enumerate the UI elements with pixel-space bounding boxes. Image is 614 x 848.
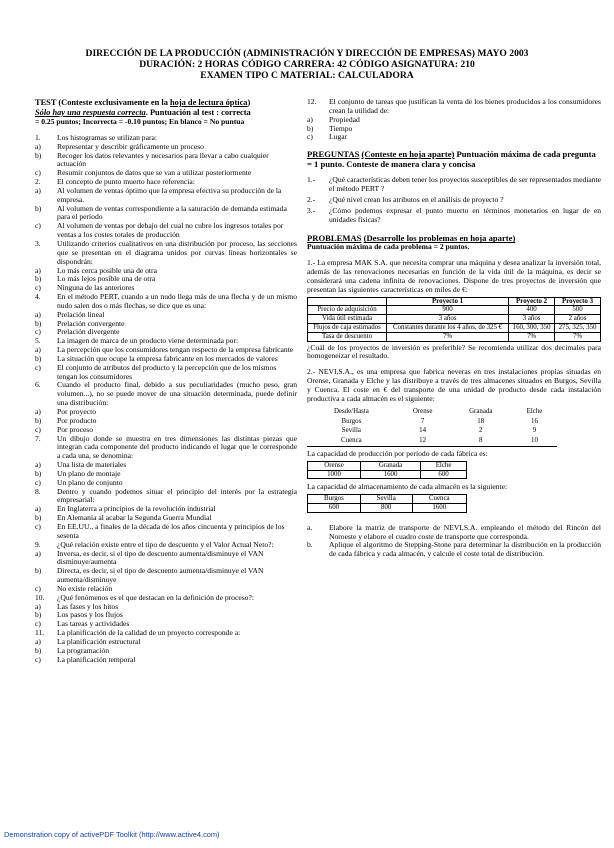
table-row: [307, 436, 557, 446]
option-letter: b): [35, 513, 42, 523]
table-header-cell: Sevilla: [360, 495, 412, 504]
option-letter: a): [35, 548, 41, 558]
question-number: 12.: [307, 97, 317, 106]
pregunta-text: ¿Cómo podemos expresar el punto muerto en términos monetarios en lugar de en unidades físicas?: [329, 205, 601, 224]
problem-1-table: [307, 297, 601, 342]
option-text: Prelación convergente: [57, 318, 125, 328]
answer-option: [35, 205, 297, 223]
table-cell: Precio de adquisición: [308, 306, 387, 315]
option-text: Lo más lejos posible una de otra: [57, 274, 156, 284]
option-letter: a): [35, 141, 41, 151]
question-text: La imagen de marca de un producto viene determinada por:: [57, 336, 239, 346]
option-text: Por proceso: [57, 424, 94, 434]
question-12: [307, 98, 601, 142]
option-text: Prelación lineal: [57, 309, 105, 319]
question-stem: [35, 240, 297, 267]
table-header-cell: [308, 297, 387, 306]
question-number: 11.: [35, 628, 45, 638]
answer-option: [35, 222, 297, 240]
answer-option: [35, 523, 297, 541]
table-cell: 600: [308, 503, 361, 512]
option-text: Un plano de montaje: [57, 468, 121, 478]
table-cell: 400: [509, 306, 555, 315]
option-text: Representar y describir gráficamente un proceso: [57, 141, 204, 151]
option-letter: c): [35, 424, 41, 434]
option-text: Lugar: [329, 132, 348, 142]
option-text: Al volumen de ventas por debajo del cual no cubre los ingresos totales por ventas a los costes totales de producción: [57, 221, 284, 240]
option-letter: c): [35, 362, 41, 372]
table-cell: 2 años: [555, 315, 601, 324]
problem-1-text: 1.- La empresa MAK S.A. que necesita comprar una máquina y desea analizar la inversión total, además de las renovaciones necesarias en función de la vida útil de la máquina, es decir se considerará una cadena infinita de renovaciones. Dispone de tres proyectos de inversión que presentan las siguientes características en miles de €:: [307, 258, 601, 294]
option-text: Por producto: [57, 415, 97, 425]
table-cell: 10: [512, 436, 557, 446]
table-cell: 8: [450, 436, 513, 446]
option-text: En Alemania al acabar la Segunda Guerra Mundial: [57, 513, 212, 523]
option-letter: c): [35, 283, 41, 293]
option-letter: a): [35, 345, 41, 355]
option-text: Prelación divergente: [57, 327, 120, 337]
option-text: Ninguna de las anteriores: [57, 283, 135, 293]
answer-option: [35, 152, 297, 170]
option-text: Inversa, es decir, si el tipo de descuento aumenta/disminuye el VAN disminuye/aumenta: [57, 548, 264, 567]
table-header-cell: Burgos: [308, 495, 361, 504]
answer-option: [35, 187, 297, 205]
option-text: Propiedad: [329, 114, 360, 124]
question-stem: [35, 435, 297, 462]
left-column: [35, 98, 297, 664]
table-cell: Vida útil estimada: [308, 315, 387, 324]
table-header-row: [308, 461, 467, 470]
transport-cost-table: [307, 407, 557, 447]
pregunta-number: 2.-: [307, 194, 316, 204]
table-row: [308, 503, 467, 512]
table-row: [308, 470, 467, 479]
table-header-row: [308, 297, 601, 306]
question-number: 4.: [35, 292, 41, 302]
option-letter: c): [35, 654, 41, 664]
option-text: Lo más cerca posible una de otra: [57, 265, 157, 275]
table-header-row: [307, 407, 557, 417]
option-letter: c): [35, 477, 41, 487]
option-letter: b): [35, 415, 42, 425]
option-letter: c): [35, 327, 41, 337]
option-text: El conjunto de atributos del producto y la percepción que de los mismos tengan los consumidores: [57, 362, 277, 381]
option-letter: a): [35, 504, 41, 514]
option-text: Al volumen de ventas óptimo que la empresa efectiva su producción de la empresa.: [57, 185, 282, 204]
option-text: Los pasos y los flujos: [57, 610, 123, 620]
table-row: [307, 417, 557, 427]
table-cell: 1600: [412, 503, 466, 512]
question-number: 9.: [35, 539, 41, 549]
option-text: Una lista de materiales: [57, 460, 127, 470]
table-cell: 18: [477, 417, 485, 425]
option-text: La planificación estructural: [57, 636, 141, 646]
capacity-label: La capacidad de producción por período de cada fábrica es:: [307, 448, 488, 458]
table-header-cell: Proyecto 2: [509, 297, 555, 306]
pregunta-number: 1.-: [307, 175, 316, 185]
question-text: ¿Qué relación existe entre el tipo de descuento y el Valor Actual Neto?:: [57, 539, 274, 549]
answer-option: [35, 364, 297, 382]
table-header-cell: Elche: [421, 461, 467, 470]
table-header-cell: Granada: [469, 407, 493, 415]
question-text: Un dibujo donde se muestra en tres dimensiones las distintas piezas que integran cada componente del producto indicando el lugar que le corresponde a cada una, se denomina:: [57, 433, 297, 461]
preguntas-list: [307, 176, 601, 224]
option-letter: a): [35, 309, 41, 319]
option-text: Tiempo: [329, 123, 353, 133]
question-text: Cuando el producto final, debido a sus peculiaridades (mucho peso, gran volumen...), no se puede mover de una situación determinada, puede definir una distribución:: [57, 380, 297, 408]
test-instructions: Sólo hay una respuesta correcta. Puntuación al test : correcta: [35, 108, 251, 117]
table-cell: 1600: [361, 470, 421, 479]
option-letter: c): [35, 521, 41, 531]
preguntas-title: PREGUNTAS (Conteste en hoja aparte) Puntuación máxima de cada pregunta = 1 punto. Conteste de manera clara y concisa: [307, 149, 596, 170]
option-letter: b): [35, 468, 42, 478]
task-text: Aplique el algoritmo de Stepping-Stone para determinar la distribución en la producción de cada fábrica y cada almacén, y calcule el coste total de distribución.: [329, 540, 601, 559]
table-cell: 600: [421, 470, 467, 479]
table-cell: 9: [532, 427, 537, 435]
option-letter: a): [307, 114, 313, 124]
task-item: [307, 541, 601, 559]
table-header-cell: Desde/Hasta: [333, 407, 369, 415]
table-cell: 800: [360, 503, 412, 512]
option-letter: a): [35, 636, 41, 646]
table-cell: 16: [531, 417, 538, 425]
option-letter: c): [35, 168, 41, 178]
pregunta-text: ¿Qué características deben tener los proyectos susceptibles de ser representados mediante el método PERT ?: [329, 175, 601, 194]
table-cell: Sevilla: [341, 427, 361, 435]
problem-1-question: ¿Cuál de los proyectos de inversión es preferible? Se recomienda utilizar dos decimales para homogeneizar el resultado.: [307, 342, 601, 361]
option-text: Por proyecto: [57, 407, 97, 416]
option-text: La situación que ocupe la empresa fabricante en los mercados de valores: [57, 353, 278, 363]
question-stem: [35, 293, 297, 311]
table-cell: 3 años: [387, 315, 509, 324]
option-text: Directa, es decir, si el tipo de descuento aumenta/disminuye el VAN aumenta/disminuye: [57, 566, 264, 585]
table-cell: Cuenca: [307, 436, 396, 446]
question-text: Los histogramas se utilizan para:: [57, 132, 157, 142]
task-item: [307, 524, 601, 542]
capacity-table: [307, 461, 467, 480]
option-letter: c): [307, 132, 313, 142]
table-cell: 7: [420, 417, 425, 425]
table-header-cell: Granada: [361, 461, 421, 470]
option-letter: b): [35, 353, 42, 363]
answer-option: [307, 125, 601, 134]
option-letter: a): [35, 601, 41, 611]
question-text: Dentro y cuando podemos situar el principio del interés por la estrategia empresarial:: [57, 486, 297, 505]
option-text: La percepción que los consumidores tengan respecto de la empresa fabricante: [57, 345, 294, 355]
exam-title: DIRECCIÓN DE LA PRODUCCIÓN (ADMINISTRACIÓN Y DIRECCIÓN DE EMPRESAS) MAYO 2003: [85, 48, 529, 59]
table-cell: 12: [396, 436, 450, 446]
table-cell: Tasa de descuento: [308, 332, 387, 341]
table-cell: Flujos de caja estimados: [308, 324, 387, 333]
option-text: Recoger los datos relevantes y necesarios para llevar a cabo cualquier actuación: [57, 150, 269, 169]
task-text: Elabore la matriz de transporte de NEVI,S.A. empleando el método del Rincón del Noroeste y elabore el cuadro coste de transporte que corresponda.: [329, 522, 601, 541]
question-list: [35, 134, 297, 665]
table-cell: 14: [419, 427, 427, 435]
question-text: El conjunto de tareas que justifican la venta de los bienes producidos a los consumidores crean la utilidad de:: [329, 97, 601, 115]
option-letter: c): [35, 583, 41, 593]
question-stem: [35, 381, 297, 408]
pregunta-item: [307, 176, 601, 194]
option-letter: a): [35, 185, 41, 195]
table-cell: 900: [387, 306, 509, 315]
option-text: La programación: [57, 645, 110, 655]
question-text: El concepto de punto muerto hace referencia:: [57, 177, 195, 187]
table-header-cell: Proyecto 3: [555, 297, 601, 306]
question-number: 8.: [35, 486, 41, 496]
pregunta-item: [307, 196, 601, 205]
answer-option: [35, 550, 297, 568]
option-letter: a): [35, 460, 41, 470]
option-text: Las tareas y actividades: [57, 619, 130, 629]
table-header-cell: Orense: [308, 461, 361, 470]
option-letter: b): [35, 274, 42, 284]
table-header-cell: Cuenca: [412, 495, 466, 504]
pregunta-item: [307, 207, 601, 225]
question-text: La planificación de la calidad de un proyecto corresponde a:: [57, 628, 241, 638]
storage-table: [307, 494, 467, 513]
table-cell: 7%: [387, 332, 509, 341]
table-cell: 3 años: [509, 315, 555, 324]
table-cell: 2: [479, 427, 483, 435]
table-header-cell: Proyecto 1: [387, 297, 509, 306]
question-text: Utilizando criterios cualitativos en una distribución por proceso, las secciones que se presentan en el diagrama unidos por curvas líneas horizontales se dispondrán:: [57, 238, 297, 266]
table-row: [308, 332, 601, 341]
test-title: TEST (Conteste exclusivamente en la hoja de lectura óptica): [35, 98, 251, 107]
table-row: [308, 315, 601, 324]
option-text: En Inglaterra a principios de la revolución industrial: [57, 504, 216, 514]
option-text: Las fases y los hitos: [57, 601, 119, 611]
table-cell: 275, 325, 350: [555, 324, 601, 333]
question-number: 1.: [35, 132, 41, 142]
table-header-cell: Orense: [412, 407, 433, 415]
option-text: Al volumen de ventas correspondiente a la saturación de demanda estimada para el período: [57, 203, 287, 222]
option-letter: b): [35, 203, 42, 213]
table-cell: 160, 300, 350: [509, 324, 555, 333]
table-row: [308, 324, 601, 333]
table-cell: 7%: [509, 332, 555, 341]
question-number: 3.: [35, 238, 41, 248]
table-cell: 7%: [555, 332, 601, 341]
question-number: 6.: [35, 380, 41, 390]
pregunta-text: ¿Qué nivel crean los atributos en el análisis de proyecto ?: [329, 194, 504, 204]
pregunta-number: 3.-: [307, 205, 316, 215]
option-text: Resumir conjuntos de datos que se van a utilizar posteriormente: [57, 168, 252, 178]
problemas-title: PROBLEMAS (Desarrolle los problemas en hoja aparte): [307, 233, 516, 244]
option-letter: b): [35, 610, 42, 620]
option-text: En EE.UU., a finales de la década de los años cincuenta y principios de los sesenta: [57, 521, 285, 540]
question-number: 7.: [35, 433, 41, 443]
problemas-scoring: Puntuación máxima de cada problema = 2 puntos.: [307, 242, 470, 252]
exam-duration: DURACIÓN: 2 HORAS CÓDIGO CARRERA: 42 CÓDIGO ASIGNATURA: 210: [139, 59, 475, 70]
table-row: [307, 426, 557, 436]
option-letter: c): [35, 619, 41, 629]
test-scoring: = 0.25 puntos; Incorrecta = -0.10 puntos; En blanco = No puntua: [35, 117, 245, 126]
right-column: [307, 98, 601, 559]
question-stem: [307, 98, 601, 116]
option-text: La planificación temporal: [57, 654, 136, 664]
option-letter: b): [35, 645, 42, 655]
question-text: En el método PERT, cuando a un nudo llega más de una flecha y de un mismo nudo salen dos o más flechas, se dice que es una:: [57, 292, 297, 310]
option-letter: b): [35, 150, 42, 160]
table-cell: Constantes durante los 4 años, de 325 €: [387, 324, 509, 333]
option-letter: b): [35, 318, 42, 328]
table-row: [308, 306, 601, 315]
table-cell: 1000: [308, 470, 361, 479]
task-letter: b.: [307, 540, 313, 550]
task-letter: a.: [307, 522, 313, 532]
exam-type: EXAMEN TIPO C MATERIAL: CALCULADORA: [200, 70, 414, 81]
option-letter: b): [35, 566, 42, 576]
table-header-cell: Elche: [526, 407, 543, 415]
option-letter: c): [35, 221, 41, 231]
option-letter: a): [35, 407, 41, 416]
question-text: ¿Qué fenómenos es el que destacan en la definición de proceso?:: [57, 592, 254, 602]
question-number: 10.: [35, 592, 45, 602]
option-text: No existe relación: [57, 583, 113, 593]
question-number: 2.: [35, 177, 41, 187]
problem-2-text: 2.- NEVI,S.A., es una empresa que fabrica neveras en tres instalaciones propias situadas en Orense, Granada y Elche y las distribuye a través de tres almacenes situados en Burgos, Sevilla y Cuenca. El coste en € del transporte de una unidad de producto desde cada instalación productiva a cada almacén es el siguiente:: [307, 367, 601, 403]
footer-watermark: Demonstration copy of activePDF Toolkit (http://www.active4.com): [4, 830, 220, 839]
option-text: Un plano de conjunto: [57, 477, 123, 487]
table-cell: Burgos: [341, 417, 362, 425]
problem-2-tasks: [307, 524, 601, 559]
option-letter: a): [35, 265, 41, 275]
answer-option: [35, 656, 297, 665]
question-number: 5.: [35, 336, 41, 346]
table-cell: 500: [555, 306, 601, 315]
answer-option: [35, 567, 297, 585]
storage-label: La capacidad de almacenamiento de cada almacén es la siguiente:: [307, 482, 508, 492]
answer-option: [307, 133, 601, 142]
question-stem: [35, 488, 297, 506]
table-header-row: [308, 495, 467, 504]
option-letter: b): [307, 123, 314, 133]
